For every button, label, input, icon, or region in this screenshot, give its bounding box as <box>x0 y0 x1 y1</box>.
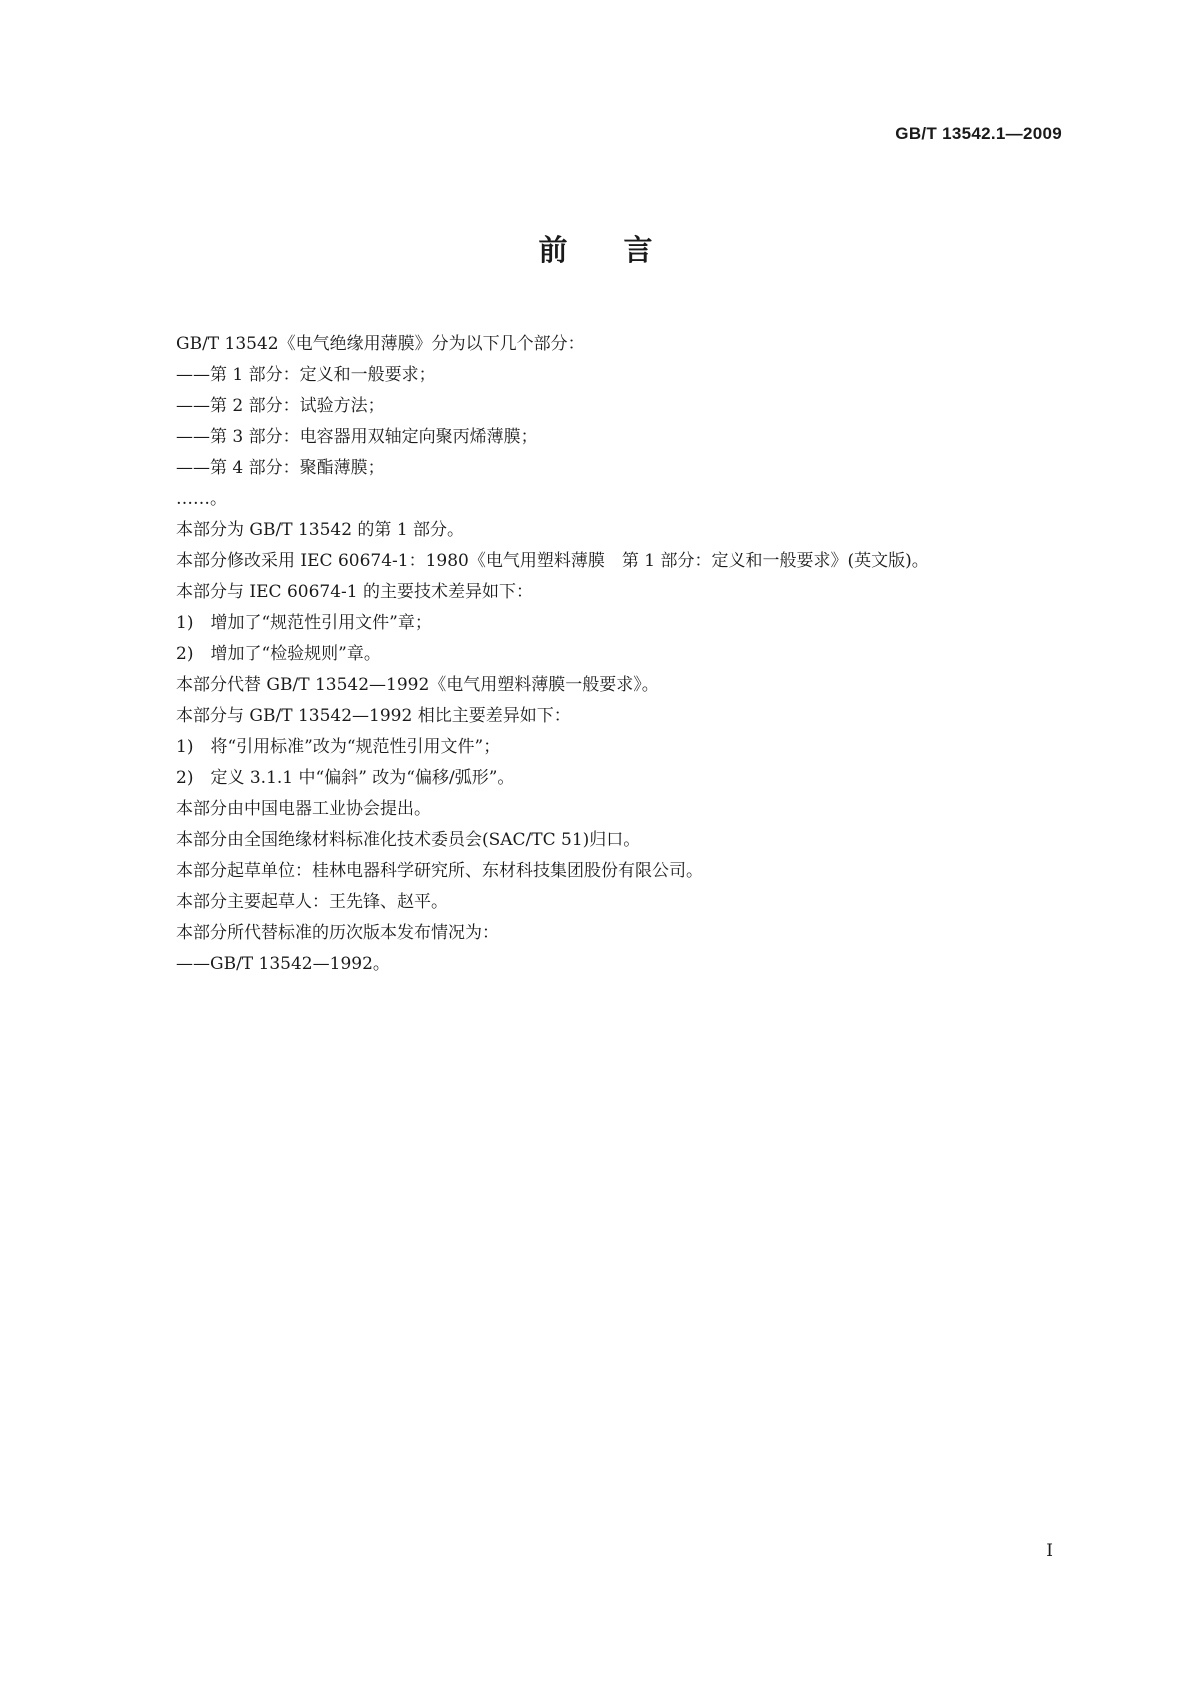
line-3: ——第 2 部分：试验方法； <box>176 396 385 416</box>
line-9: 本部分与 IEC 60674-1 的主要技术差异如下： <box>176 582 533 602</box>
line-14: 1) 将“引用标准”改为“规范性引用文件”； <box>176 737 501 757</box>
line-6: ……。 <box>176 489 227 509</box>
line-7: 本部分为 GB/T 13542 的第 1 部分。 <box>176 520 465 540</box>
line-10: 1) 增加了“规范性引用文件”章； <box>176 613 432 633</box>
standard-number: GB/T 13542.1—2009 <box>895 124 1062 143</box>
page-title: 前言 <box>538 233 709 267</box>
line-5: ——第 4 部分：聚酯薄膜； <box>176 458 385 478</box>
line-13: 本部分与 GB/T 13542—1992 相比主要差异如下： <box>176 706 571 726</box>
line-12: 本部分代替 GB/T 13542—1992《电气用塑料薄膜一般要求》。 <box>176 675 659 695</box>
line-20: 本部分所代替标准的历次版本发布情况为： <box>176 923 499 943</box>
line-15: 2) 定义 3.1.1 中“偏斜” 改为“偏移/弧形”。 <box>176 768 515 788</box>
line-17: 本部分由全国绝缘材料标准化技术委员会(SAC/TC 51)归口。 <box>176 830 641 850</box>
line-1: GB/T 13542《电气绝缘用薄膜》分为以下几个部分： <box>176 334 585 354</box>
page-number: I <box>1046 1541 1053 1561</box>
line-2: ——第 1 部分：定义和一般要求； <box>176 365 436 385</box>
line-19: 本部分主要起草人：王先锋、赵平。 <box>176 892 448 912</box>
line-4: ——第 3 部分：电容器用双轴定向聚丙烯薄膜； <box>176 427 538 447</box>
line-18: 本部分起草单位：桂林电器科学研究所、东材科技集团股份有限公司。 <box>176 861 703 881</box>
line-21: ——GB/T 13542—1992。 <box>176 954 390 974</box>
line-8: 本部分修改采用 IEC 60674-1：1980《电气用塑料薄膜 第 1 部分：定义和一般要求》(英文版)。 <box>176 551 929 571</box>
foreword-body <box>176 329 1076 980</box>
line-16: 本部分由中国电器工业协会提出。 <box>176 799 431 819</box>
line-11: 2) 增加了“检验规则”章。 <box>176 644 381 664</box>
